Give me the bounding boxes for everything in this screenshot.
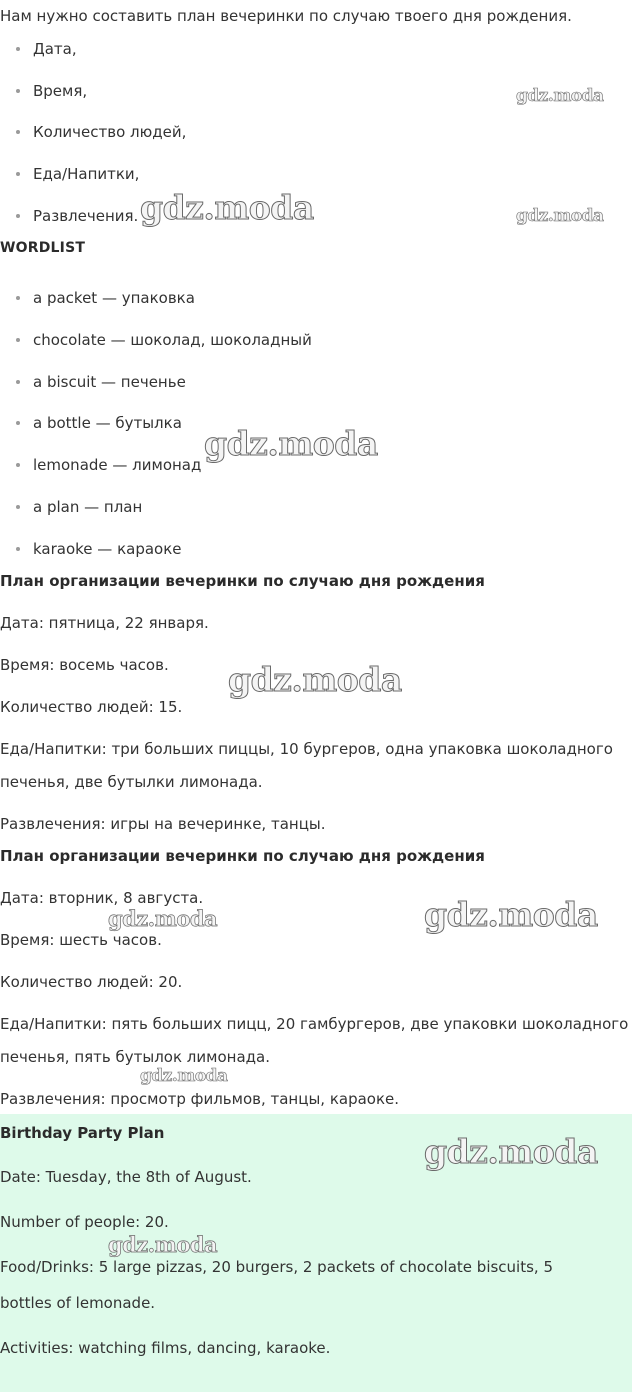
plan-en-date: Date: Tuesday, the 8th of August. [0, 1168, 252, 1186]
plan1-time: Время: восемь часов. [0, 656, 169, 674]
bullet-icon [16, 338, 20, 342]
plan1-activities: Развлечения: игры на вечеринке, танцы. [0, 815, 326, 833]
plan-en-food-line2: bottles of lemonade. [0, 1294, 156, 1312]
watermark: gdz.moda [516, 206, 604, 226]
intro-text: Нам нужно составить план вечеринки по случаю твоего дня рождения. [0, 7, 572, 25]
bullet-icon [16, 380, 20, 384]
plan1-people: Количество людей: 15. [0, 698, 183, 716]
watermark: gdz.moda [140, 188, 314, 227]
plan2-people: Количество людей: 20. [0, 973, 183, 991]
plan-en-activities: Activities: watching films, dancing, karaoke. [0, 1339, 331, 1357]
plan2-food-line1: Еда/Напитки: пять больших пицц, 20 гамбургеров, две упаковки шоколадного [0, 1015, 629, 1033]
plan2-title: План организации вечеринки по случаю дня рождения [0, 847, 485, 865]
plan1-food-line2: печенья, две бутылки лимонада. [0, 773, 263, 791]
plan1-food-line1: Еда/Напитки: три больших пиццы, 10 бургеров, одна упаковка шоколадного [0, 740, 613, 758]
bullet-icon [16, 130, 20, 134]
plan-en-people: Number of people: 20. [0, 1213, 169, 1231]
plan-en-food-line1: Food/Drinks: 5 large pizzas, 20 burgers, 2 packets of chocolate biscuits, 5 [0, 1258, 554, 1276]
bullet-icon [16, 463, 20, 467]
watermark: gdz.moda [108, 906, 218, 931]
watermark: gdz.moda [424, 895, 598, 934]
bullet-icon [16, 89, 20, 93]
wordlist-heading: WORDLIST [0, 240, 86, 256]
bullet-icon [16, 421, 20, 425]
plan-en-title: Birthday Party Plan [0, 1124, 165, 1142]
watermark: gdz.moda [228, 660, 402, 699]
watermark: gdz.moda [516, 86, 604, 106]
plan2-food-line2: печенья, пять бутылок лимонада. [0, 1048, 270, 1066]
plan1-date: Дата: пятница, 22 января. [0, 614, 209, 632]
plan2-date: Дата: вторник, 8 августа. [0, 889, 204, 907]
watermark: gdz.moda [108, 1232, 218, 1257]
watermark: gdz.moda [424, 1132, 598, 1171]
bullet-icon [16, 547, 20, 551]
page: Нам нужно составить план вечеринки по случаю твоего дня рождения. Дата, Время, Количество людей, Еда/Напитки, Развлечения. WORDLIST a packet — упаковка chocolate — шоколад, шоколадный a biscuit — печенье a bottle — бутылка lemonade — лимонад a plan — план karaoke — караоке План организации вечеринки по случаю дня рождения Дата: пятница, 22 января. Время: восемь часов. Количество людей: 15. Еда/Напитки: три больших пиццы, 10 бургеров, одна упаковка шоколадного печенья, две бутылки лимонада. Развлечения: игры на вечеринке, танцы. План организации вечеринки по случаю дня рождения Дата: вторник, 8 августа. Время: шесть часов. Количество людей: 20. Еда/Напитки: пять больших пицц, 20 гамбургеров, две упаковки шоколадного печенья, пять бутылок лимонада. Развлечения: просмотр фильмов, танцы, караоке. Birthday Party Plan Date: Tuesday, the 8th of August. Number of people: 20. Food/Drinks: 5 large pizzas, 20 burgers, 2 packets of chocolate biscuits, 5 bottles of lemonade. Activities: watching films, dancing, karaoke. gdz.moda gdz.moda gdz.moda gdz.moda gdz.moda gdz.moda gdz.moda gdz.moda gdz.moda gdz.moda [0, 0, 632, 1400]
plan1-title: План организации вечеринки по случаю дня рождения [0, 572, 485, 590]
bullet-icon [16, 172, 20, 176]
plan2-activities: Развлечения: просмотр фильмов, танцы, караоке. [0, 1090, 400, 1108]
watermark: gdz.moda [204, 424, 378, 463]
watermark: gdz.moda [140, 1066, 228, 1086]
bullet-icon [16, 214, 20, 218]
bullet-icon [16, 296, 20, 300]
bullet-icon [16, 505, 20, 509]
bullet-icon [16, 47, 20, 51]
plan2-time: Время: шесть часов. [0, 931, 162, 949]
